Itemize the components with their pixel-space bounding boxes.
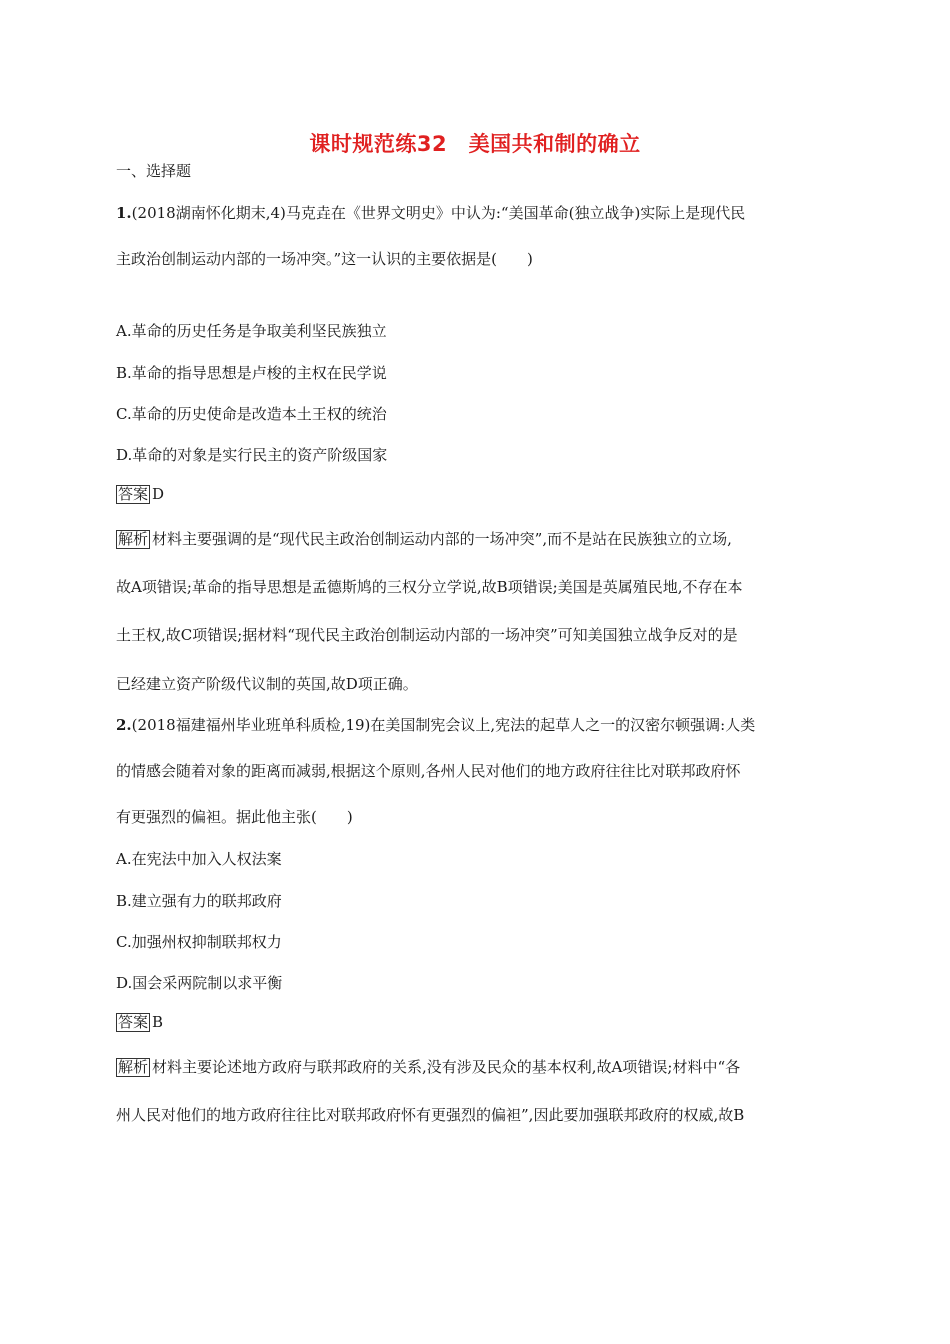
question-2-option-a: A.在宪法中加入人权法案: [116, 850, 282, 868]
question-1-analysis-line-4: 已经建立资产阶级代议制的英国,故D项正确。: [116, 675, 418, 693]
question-2-option-b: B.建立强有力的联邦政府: [116, 892, 282, 910]
analysis-tag: 解析: [118, 1058, 149, 1076]
question-1-answer-value: D: [152, 485, 165, 503]
question-1-number: 1.: [116, 204, 132, 222]
question-2-stem-line-3: 有更强烈的偏袒。据此他主张( ): [116, 808, 353, 826]
question-2-analysis-text-1: 材料主要论述地方政府与联邦政府的关系,没有涉及民众的基本权利,故A项错误;材料中“各: [152, 1058, 741, 1076]
page-title: 课时规范练32 美国共和制的确立: [309, 132, 641, 156]
question-2-analysis-line-2: 州人民对他们的地方政府往往比对联邦政府怀有更强烈的偏袒”,因此要加强联邦政府的权威,故B: [116, 1106, 745, 1124]
question-2-answer-value: B: [152, 1013, 164, 1031]
question-1-analysis-text-1: 材料主要强调的是“现代民主政治创制运动内部的一场冲突”,而不是站在民族独立的立场,: [152, 530, 732, 548]
question-1-option-d: D.革命的对象是实行民主的资产阶级国家: [116, 446, 388, 464]
question-1-option-c: C.革命的历史使命是改造本土王权的统治: [116, 405, 387, 423]
question-1-stem-line-2: 主政治创制运动内部的一场冲突。”这一认识的主要依据是( ): [116, 250, 533, 268]
question-2-option-d: D.国会采两院制以求平衡: [116, 974, 283, 992]
question-2-answer: [116, 1013, 163, 1032]
question-2-text-1: (2018福建福州毕业班单科质检,19)在美国制宪会议上,宪法的起草人之一的汉密尔顿强调:人类: [131, 716, 756, 734]
question-1-analysis-line-1: [116, 528, 732, 549]
answer-tag: 答案: [118, 485, 149, 503]
question-1-analysis-line-2: 故A项错误;革命的指导思想是孟德斯鸠的三权分立学说,故B项错误;美国是英属殖民地,不存在本: [116, 578, 743, 596]
question-1-option-a: A.革命的历史任务是争取美利坚民族独立: [116, 322, 387, 340]
question-1-stem-line-1: [116, 202, 745, 223]
question-1-analysis-line-3: 土王权,故C项错误;据材料“现代民主政治创制运动内部的一场冲突”可知美国独立战争反对的是: [116, 626, 738, 644]
question-2-stem-line-2: 的情感会随着对象的距离而减弱,根据这个原则,各州人民对他们的地方政府往往比对联邦政府怀: [116, 762, 741, 780]
question-1-option-b: B.革命的指导思想是卢梭的主权在民学说: [116, 364, 387, 382]
answer-tag: 答案: [118, 1013, 149, 1031]
question-2-analysis-line-1: [116, 1056, 740, 1077]
question-2-number: 2.: [116, 716, 132, 734]
question-2-option-c: C.加强州权抑制联邦权力: [116, 933, 282, 951]
question-1-text-1: (2018湖南怀化期末,4)马克垚在《世界文明史》中认为:“美国革命(独立战争)实际上是现代民: [131, 204, 746, 222]
section-heading: 一、选择题: [116, 162, 192, 180]
question-1-answer: [116, 485, 164, 504]
question-2-stem-line-1: [116, 714, 755, 735]
analysis-tag: 解析: [118, 530, 149, 548]
